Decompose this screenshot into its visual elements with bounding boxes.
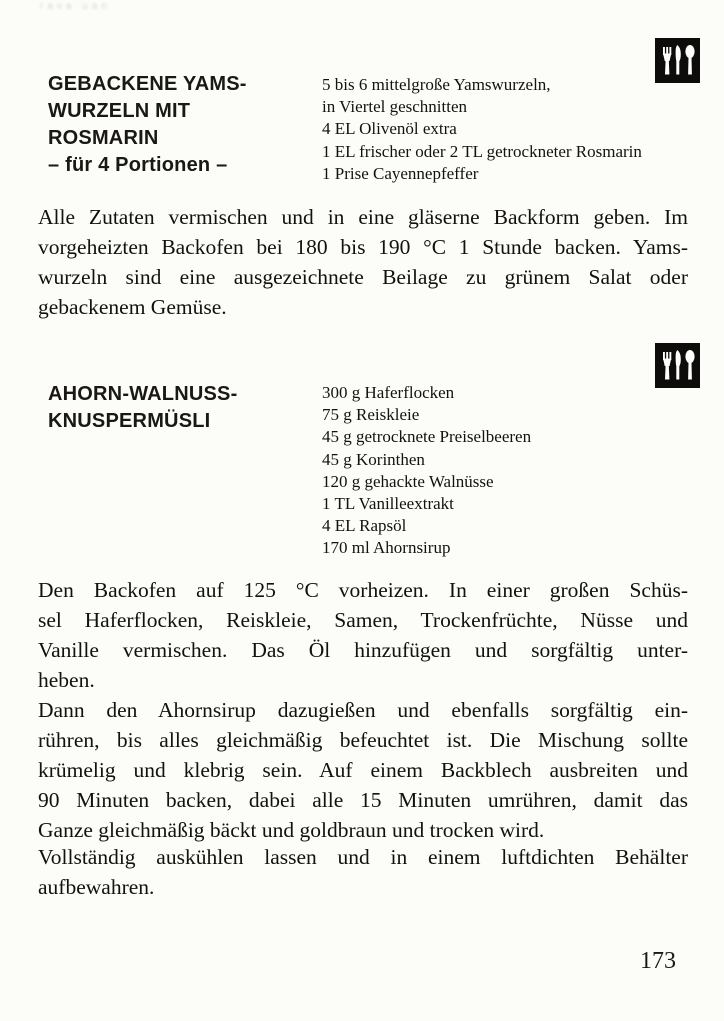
- ingredient-item: 45 g getrocknete Preiselbeeren: [322, 427, 532, 447]
- ingredient-item: 75 g Reiskleie: [322, 405, 420, 425]
- ingredient-item: 4 EL Rapsöl: [322, 516, 407, 536]
- body-line: heben.: [38, 668, 95, 692]
- recipe-title-line: KNUSPERMÜSLI: [48, 410, 211, 432]
- body-line: sel Haferflocken, Reiskleie, Samen, Trockenfrüchte, Nüsse und: [38, 608, 688, 632]
- body-line: wurzeln sind eine ausgezeichnete Beilage zu grünem Salat oder: [38, 265, 688, 289]
- instructions-knuspermuesli-3: [38, 842, 688, 902]
- body-line: aufbewahren.: [38, 875, 155, 899]
- ingredient-item: 1 TL Vanilleextrakt: [322, 494, 454, 514]
- recipe-title-line: GEBACKENE YAMS-: [48, 73, 247, 95]
- cutlery-icon: [655, 343, 700, 388]
- body-line: vorgeheizten Backofen bei 180 bis 190 °C 1 Stunde backen. Yams-: [38, 235, 688, 259]
- ingredient-item: 170 ml Ahornsirup: [322, 538, 451, 558]
- instructions-knuspermuesli-2: [38, 695, 688, 845]
- scan-artifact: rava uan: [40, 1, 111, 12]
- body-line: Alle Zutaten vermischen und in eine gläserne Backform geben. Im: [38, 205, 688, 229]
- body-line: Den Backofen auf 125 °C vorheizen. In einer großen Schüs-: [38, 578, 688, 602]
- ingredient-item: 1 Prise Cayennepfeffer: [322, 163, 479, 183]
- recipe-servings: – für 4 Portionen –: [48, 154, 228, 176]
- recipe-title-line: ROSMARIN: [48, 127, 159, 149]
- body-line: gebackenem Gemüse.: [38, 295, 227, 319]
- ingredient-item: 5 bis 6 mittelgroße Yamswurzeln,: [322, 75, 551, 94]
- page-number: 173: [640, 948, 676, 974]
- ingredient-item: 45 g Korinthen: [322, 449, 425, 469]
- ingredient-item: 1 EL frischer oder 2 TL getrockneter Rosmarin: [322, 141, 642, 161]
- recipe-title-line: AHORN-WALNUSS-: [48, 383, 238, 405]
- recipe-title-gebackene-yamswurzeln: [48, 71, 318, 179]
- body-line: krümelig und klebrig sein. Auf einem Backblech ausbreiten und: [38, 758, 688, 782]
- body-line: 90 Minuten backen, dabei alle 15 Minuten umrühren, damit das: [38, 788, 688, 812]
- ingredient-item: 120 g gehackte Walnüsse: [322, 471, 494, 491]
- body-line: rühren, bis alles gleichmäßig befeuchtet ist. Die Mischung sollte: [38, 728, 688, 752]
- ingredient-list-knuspermuesli: [322, 382, 708, 560]
- instructions-yamswurzeln: [38, 202, 688, 322]
- recipe-title-line: WURZELN MIT: [48, 100, 191, 122]
- ingredient-item: 300 g Haferflocken: [322, 383, 455, 402]
- instructions-knuspermuesli-1: [38, 575, 688, 695]
- body-line: Dann den Ahornsirup dazugießen und ebenfalls sorgfältig ein-: [38, 698, 688, 722]
- ingredient-list-yamswurzeln: [322, 74, 708, 185]
- cutlery-icon: [655, 38, 700, 83]
- body-line: Ganze gleichmäßig bäckt und goldbraun und trocken wird.: [38, 818, 545, 842]
- recipe-title-ahorn-walnuss-knuspermuesli: [48, 381, 318, 435]
- body-line: Vanille vermischen. Das Öl hinzufügen und sorgfältig unter-: [38, 638, 688, 662]
- body-line: Vollständig auskühlen lassen und in einem luftdichten Behälter: [38, 845, 688, 869]
- ingredient-item: 4 EL Olivenöl extra: [322, 119, 457, 139]
- ingredient-item: in Viertel geschnitten: [322, 97, 468, 117]
